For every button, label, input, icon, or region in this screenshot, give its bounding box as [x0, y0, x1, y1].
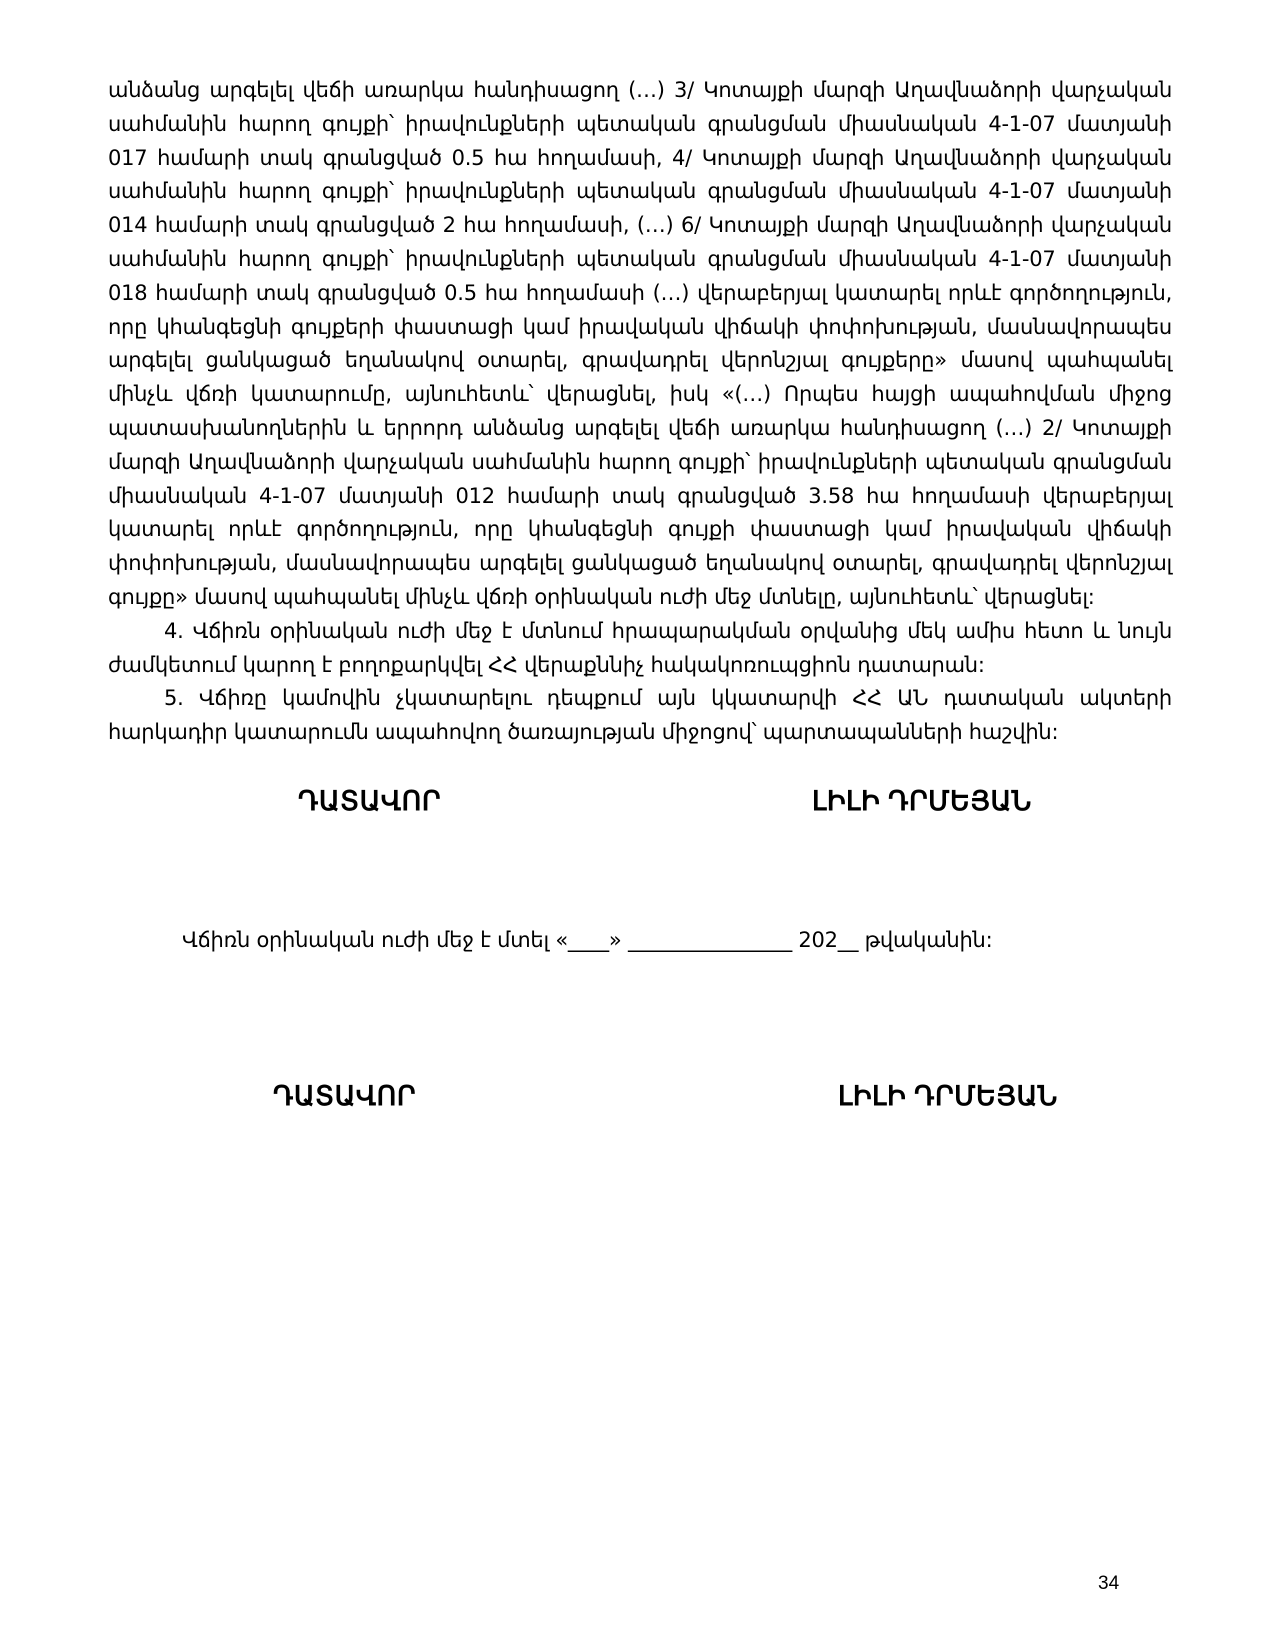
signature-block-top — [0, 786, 1275, 826]
judge-name: ԼԻԼԻ ԴՐՄԵՅԱՆ — [838, 1081, 1058, 1111]
paragraph-5-enforcement: 5. Վճիռը կամովին չկատարելու դեպքում այն կկատարվի ՀՀ ԱՆ դատական ակտերի հարկադիր կատարումն ապահովող ծառայության միջոցով՝ պարտապանների հաշվին: — [108, 686, 1172, 745]
signature-block-bottom — [0, 1081, 1275, 1121]
effective-date-line: Վճիռն օրինական ուժի մեջ է մտել «____» ________________ 202__ թվականին: — [182, 928, 993, 952]
paragraph-4-entry-into-force: 4. Վճիռն օրինական ուժի մեջ է մտնում հրապարակման օրվանից մեկ ամիս հետո և նույն ժամկետում կարող է բողոքարկվել ՀՀ վերաքննիչ հակակոռուպցիոն դատարան: — [108, 618, 1172, 677]
judge-name: ԼԻԼԻ ԴՐՄԵՅԱՆ — [812, 786, 1032, 816]
judge-title: ԴԱՏԱՎՈՐ — [273, 1081, 417, 1111]
judgment-body — [108, 74, 1172, 750]
paragraph-continuation: անձանց արգելել վեճի առարկա հանդիսացող (…) 3/ Կոտայքի մարզի Աղավնաձորի վարչական սահմանին հարող գույքի՝ իրավունքների պետական գրանցման միասնական 4-1-07 մատյանի 017 համարի տակ գրանցված 0.5 հա հողամասի, 4/ Կոտայքի մարզի Աղավնաձորի վարչական սահմանին հարող գույքի՝ իրավունքների պետական գրանցման միասնական 4-1-07 մատյանի 014 համարի տակ գրանցված 2 հա հողամասի, (…) 6/ Կոտայքի մարզի Աղավնաձորի վարչական սահմանին հարող գույքի՝ իրավունքների պետական գրանցման միասնական 4-1-07 մատյանի 018 համարի տակ գրանցված 0.5 հա հողամասի (…) վերաբերյալ կատարել որևէ գործողություն, որը կհանգեցնի գույքերի փաստացի կամ իրավական վիճակի փոփոխության, մասնավորապես արգելել ցանկացած եղանակով օտարել, գրավադրել վերոնշյալ գույքերը» մասով պահպանել մինչև վճռի կատարումը, այնուհետև՝ վերացնել, իսկ «(…) Որպես հայցի ապահովման միջոց պատասխանողներին և երրորդ անձանց արգելել վեճի առարկա հանդիսացող (…) 2/ Կոտայքի մարզի Աղավնաձորի վարչական սահմանին հարող գույքի՝ իրավունքների պետական գրանցման միասնական 4-1-07 մատյանի 012 համարի տակ գրանցված 3.58 հա հողամասի վերաբերյալ կատարել որևէ գործողություն, որը կհանգեցնի գույքի փաստացի կամ իրավական վիճակի փոփոխության, մասնավորապես արգելել ցանկացած եղանակով օտարել, գրավադրել վերոնշյալ գույքը» մասով պահպանել մինչև վճռի օրինական ուժի մեջ մտնելը, այնուհետև՝ վերացնել: — [108, 78, 1172, 609]
page-number: 34 — [1098, 1573, 1120, 1594]
judge-title: ԴԱՏԱՎՈՐ — [298, 786, 442, 816]
